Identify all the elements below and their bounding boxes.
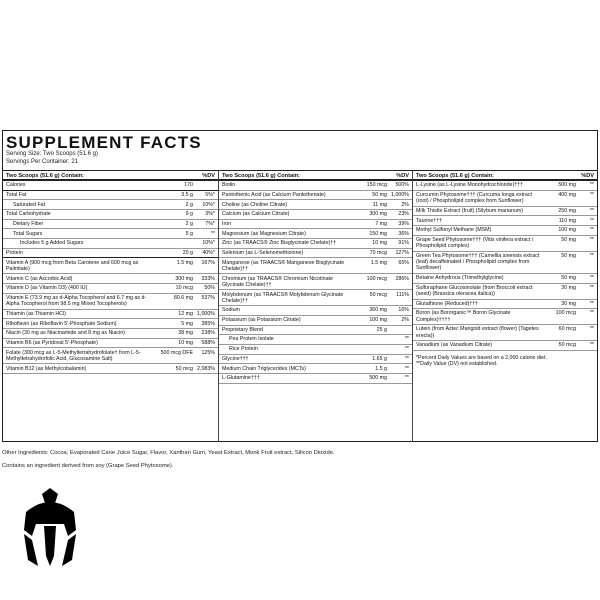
nutrient-amount: 360 mg [369, 307, 387, 314]
nutrient-dv: 23% [398, 211, 409, 218]
facts-row [413, 341, 597, 351]
column-header-dv: %DV [581, 173, 594, 179]
facts-row [219, 181, 412, 191]
nutrient-name: Pantothenic Acid (as Calcium Pantothenate) [222, 191, 326, 198]
facts-rows-2 [219, 181, 412, 384]
facts-row [413, 191, 597, 207]
nutrient-dv: ** [589, 252, 594, 259]
nutrient-dv: ** [404, 355, 409, 362]
footnotes [413, 351, 597, 368]
nutrient-name: Milk Thistle Extract (fruit) (Silybum marianum) [416, 207, 524, 214]
nutrient-amount: 11 mg [372, 201, 387, 208]
facts-row [3, 310, 218, 320]
nutrient-amount: 1.5 mg [370, 259, 387, 266]
nutrient-amount: 250 mg [558, 207, 576, 214]
nutrient-dv: 111% [396, 291, 409, 298]
column-header [413, 171, 597, 181]
nutrient-amount: 100 mcg [555, 310, 576, 317]
facts-row [219, 345, 412, 355]
nutrient-dv: ** [589, 217, 594, 224]
supplement-facts-title: SUPPLEMENT FACTS [6, 133, 202, 152]
nutrient-name: Molybdenum (as TRAACS® Molybdenum Glycinate Chelate)†† [222, 291, 344, 304]
facts-column-1 [3, 171, 219, 442]
column-header-dv: %DV [396, 173, 409, 179]
facts-row [3, 348, 218, 364]
facts-row [3, 239, 218, 249]
nutrient-amount [351, 336, 387, 342]
facts-row [3, 229, 218, 239]
nutrient-dv: 238% [201, 330, 215, 337]
facts-row [413, 252, 597, 274]
facts-rows-1 [3, 181, 218, 374]
nutrient-dv: 2% [401, 201, 409, 208]
facts-row [413, 226, 597, 236]
column-header-label: Two Scoops (51.6 g) Contain: [6, 173, 84, 179]
nutrient-dv: ** [589, 236, 594, 243]
nutrient-dv: ** [589, 182, 594, 189]
facts-row [219, 316, 412, 326]
nutrient-dv: 1,000% [197, 310, 215, 317]
nutrient-name: Proprietary Blend [222, 326, 263, 333]
facts-row [3, 220, 218, 230]
nutrient-name: Riboflavin (as Riboflavin 5'-Phosphate Sodium) [6, 320, 117, 327]
nutrient-dv: 36% [398, 230, 409, 237]
nutrient-dv: ** [589, 310, 594, 317]
nutrient-dv: 10%* [202, 201, 215, 208]
nutrient-dv: 50% [204, 285, 215, 292]
nutrient-name: Biotin [222, 182, 236, 189]
facts-row [219, 249, 412, 259]
nutrient-amount: 9 g [185, 211, 193, 218]
nutrient-dv: 127% [395, 249, 409, 256]
nutrient-amount: 100 mg [558, 227, 576, 234]
nutrient-amount: 30 mg [561, 284, 576, 291]
nutrient-amount: 500 mcg DFE [160, 349, 193, 356]
nutrient-name: Vitamin E (73.9 mg as d-Alpha Tocopherol and 6.7 mg as d-Alpha Tocopherol from 98.5 mg Mixed Tocopherols) [6, 294, 147, 308]
nutrient-amount: 170 [184, 182, 193, 189]
nutrient-name: Zinc (as TRAACS® Zinc Bisglycinate Chelate)†† [222, 240, 337, 247]
nutrient-name: Thiamin (as Thiamin HCl) [6, 310, 66, 317]
nutrient-dv: 39% [398, 220, 409, 227]
nutrient-dv: 16% [398, 307, 409, 314]
nutrient-amount: 50 mcg [558, 342, 576, 349]
facts-row [3, 181, 218, 191]
servings-per-container: Servings Per Container: 21 [6, 158, 79, 165]
nutrient-amount: 30 mg [561, 300, 576, 307]
nutrient-amount: 100 mcg [366, 275, 387, 282]
nutrient-dv: 167% [201, 259, 215, 266]
nutrient-name: Green Tea Phytosome††† (Camellia sinensis extract (leaf) decaffeinated / Phospholipid complex from Sunflower) [416, 252, 540, 272]
nutrient-name: Manganese (as TRAACS® Manganese Bisglycinate Chelate)†† [222, 259, 345, 272]
facts-row [219, 200, 412, 210]
facts-row [3, 258, 218, 274]
nutrient-amount: 80.6 mg [173, 294, 193, 301]
nutrient-amount: 5 mg [181, 320, 193, 327]
facts-row [3, 191, 218, 201]
nutrient-dv: ** [210, 230, 215, 237]
nutrient-dv: ** [589, 284, 594, 291]
nutrient-name: Niacin (30 mg as Niacinamide and 8 mg as Niacin) [6, 330, 125, 337]
nutrient-dv [387, 327, 409, 333]
nutrient-dv: 500% [395, 182, 409, 189]
nutrient-dv: 91% [398, 240, 409, 247]
facts-row [219, 355, 412, 365]
facts-row [219, 306, 412, 316]
nutrient-dv: 40%* [202, 249, 215, 256]
nutrient-name: Vitamin D (as Vitamin D3) (400 IU) [6, 285, 88, 292]
nutrient-name: Rice Protein [229, 346, 258, 353]
nutrient-amount: 300 mg [175, 275, 193, 282]
facts-row [413, 181, 597, 191]
facts-row [413, 236, 597, 252]
nutrient-dv: ** [589, 227, 594, 234]
nutrient-name: Glutathione (Reduced)††† [416, 300, 479, 307]
nutrient-name: Vitamin B12 (as Methylcobalamin) [6, 365, 87, 372]
nutrient-amount: 150 mcg [366, 182, 387, 189]
facts-row [3, 210, 218, 220]
nutrient-name: Vanadium (as Vanadium Citrate) [416, 342, 493, 349]
nutrient-amount: 2 g [185, 220, 193, 227]
column-header [3, 171, 218, 181]
supplement-facts-panel [2, 130, 598, 442]
facts-row [3, 319, 218, 329]
nutrient-dv: 65% [398, 259, 409, 266]
facts-row [219, 374, 412, 384]
allergen-statement: Contains an ingredient derived from soy (Grape Seed Phytosome). [2, 463, 174, 469]
nutrient-amount: 50 mg [561, 252, 576, 259]
serving-info [6, 151, 98, 166]
nutrient-name: Calcium (as Calcium Citrate) [222, 211, 290, 218]
nutrient-amount: 400 mg [558, 191, 576, 198]
facts-row [219, 335, 412, 345]
nutrient-amount: 70 mcg [369, 249, 387, 256]
facts-row [219, 229, 412, 239]
nutrient-dv: ** [589, 275, 594, 282]
nutrient-name: Protein [6, 249, 23, 256]
footnote-dv-not-established: **Daily Value (DV) not established. [416, 361, 498, 368]
nutrient-dv: ** [404, 365, 409, 372]
nutrient-name: Dietary Fiber [13, 220, 44, 227]
nutrient-dv: ** [404, 375, 409, 382]
facts-row [219, 191, 412, 201]
facts-row [413, 309, 597, 325]
nutrient-dv: 7%* [205, 220, 215, 227]
nutrient-amount: 10 mcg [175, 285, 193, 292]
facts-column-3 [413, 171, 597, 442]
nutrient-dv: 5%* [205, 191, 215, 198]
nutrient-amount: 50 mg [372, 191, 387, 198]
footnote-percent-dv: *Percent Daily Values are based on a 2,000 calorie diet. [416, 354, 547, 361]
nutrient-amount: 12 mg [178, 310, 193, 317]
nutrient-name: Betaine Anhydrous (Trimethylglycine) [416, 275, 504, 282]
nutrient-dv: ** [589, 326, 594, 333]
column-header-label: Two Scoops (51.6 g) Contain: [416, 173, 494, 179]
nutrient-name: L-Glutamine††† [222, 375, 260, 382]
column-header [219, 171, 412, 181]
nutrient-dv: 333% [201, 275, 215, 282]
nutrient-amount: 1.65 g [372, 355, 387, 362]
nutrient-name: Sulforaphane Glucosinolate (from Broccoli extract (seed) (Brassica oleracea italica)) [416, 284, 533, 298]
nutrient-amount: 300 mg [369, 211, 387, 218]
nutrient-amount: 500 mg [369, 375, 387, 382]
facts-row [219, 210, 412, 220]
nutrient-amount: 110 mg [558, 217, 576, 224]
nutrient-name: Chromium (as TRAACS® Chromium Nicotinate Glycinate Chelate)†† [222, 275, 333, 288]
nutrient-name: Boron (as Bororganic™ Boron Glycinate Complex)†††† [416, 310, 511, 323]
nutrient-name: Sodium [222, 307, 240, 314]
nutrient-dv: 3%* [205, 211, 215, 218]
facts-row [3, 364, 218, 374]
nutrient-amount: 100 mg [369, 317, 387, 324]
nutrient-name: Total Sugars [13, 230, 43, 237]
column-header-dv: %DV [202, 173, 215, 179]
nutrient-name: Saturated Fat [13, 201, 46, 208]
nutrient-name: Vitamin B6 (as Pyridoxal 5'-Phosphate) [6, 339, 98, 346]
facts-row [3, 339, 218, 349]
nutrient-name: Pea Protein Isolate [229, 336, 274, 343]
nutrient-dv: 10%* [202, 240, 215, 247]
facts-row [413, 325, 597, 341]
nutrient-name: Lutein (from Aztec Marigold extract (flower) (Tagetes erecta)) [416, 326, 539, 339]
facts-row [413, 274, 597, 284]
nutrient-amount: 50 mcg [369, 291, 387, 298]
nutrient-name: Folate (300 mcg as L-5-Methyltetrahydrofolate† from L-5-Methyltetrahydrofolic Acid, Glucosamine Salt) [6, 349, 141, 362]
nutrient-dv: ** [589, 191, 594, 198]
nutrient-name: Choline (as Choline Citrate) [222, 201, 288, 208]
nutrient-name: Curcumin Phytosome††† (Curcuma longa extract (root) / Phospholipid complex from Sunflower) [416, 191, 532, 205]
facts-row [413, 216, 597, 226]
facts-row [219, 274, 412, 290]
facts-row [3, 274, 218, 284]
facts-row [413, 207, 597, 217]
nutrient-name: Glycine††† [222, 355, 249, 362]
nutrient-dv: ** [589, 342, 594, 349]
nutrient-name: Magnesium (as Magnesium Citrate) [222, 230, 306, 237]
facts-rows-3 [413, 181, 597, 351]
facts-row [413, 284, 597, 300]
facts-row [3, 329, 218, 339]
facts-row [219, 326, 412, 336]
nutrient-dv: 286% [395, 275, 409, 282]
nutrient-amount: 10 mg [178, 339, 193, 346]
nutrient-amount: 10 mg [372, 240, 387, 247]
nutrient-amount: 1.5 mg [176, 259, 193, 266]
nutrient-name: Grape Seed Phytosome††† (Vitis vinifera extract / Phospholipid complex) [416, 236, 534, 250]
facts-row [413, 300, 597, 310]
nutrient-amount: 25 g [376, 326, 387, 333]
nutrient-name: Vitamin C (as Ascorbic Acid) [6, 275, 73, 282]
nutrient-name: Total Fat [6, 191, 27, 198]
nutrient-dv: 537% [201, 294, 215, 301]
nutrient-amount: 7 mg [375, 220, 387, 227]
nutrient-name: Total Carbohydrate [6, 211, 51, 218]
facts-row [3, 249, 218, 259]
nutrient-amount: 60 mcg [558, 326, 576, 333]
serving-size: Serving Size: Two Scoops (51.6 g) [6, 151, 98, 157]
nutrient-amount: 50 mcg [175, 365, 193, 372]
facts-row [3, 200, 218, 210]
nutrient-dv: ** [589, 207, 594, 214]
nutrient-name: Iron [222, 220, 232, 227]
nutrient-amount [351, 346, 387, 352]
facts-row [219, 290, 412, 306]
nutrient-dv: 125% [201, 349, 215, 356]
nutrient-amount: 20 g [182, 249, 193, 256]
facts-row [3, 294, 218, 310]
nutrient-amount [149, 240, 193, 246]
nutrient-dv: ** [404, 336, 409, 343]
nutrient-name: Potassium (as Potassium Citrate) [222, 317, 301, 324]
nutrient-name: Vitamin A (900 mcg from Beta Carotene and 600 mcg as Palmitate) [6, 259, 139, 272]
facts-column-2 [219, 171, 413, 442]
nutrient-amount: 5 g [185, 230, 193, 237]
nutrient-amount: 50 mg [561, 236, 576, 243]
nutrient-dv: 2,083% [197, 365, 215, 372]
nutrient-amount: 1.5 g [375, 365, 387, 372]
nutrient-dv: 2% [401, 317, 409, 324]
other-ingredients: Other Ingredients: Cocoa, Evaporated Cane Juice Sugar, Flavor, Xanthan Gum, Yeast Extract, Monk Fruit extract, Silicon Dioxide. [2, 450, 335, 456]
nutrient-name: Taurine††† [416, 217, 443, 224]
facts-row [219, 258, 412, 274]
nutrient-dv: 385% [201, 320, 215, 327]
nutrient-amount: 150 mg [369, 230, 387, 237]
nutrient-name: Selenium (as L-Selenomethionine) [222, 249, 304, 256]
nutrient-dv: 1,000% [391, 191, 409, 198]
facts-row [219, 220, 412, 230]
nutrient-dv: 588% [201, 339, 215, 346]
nutrient-name: Calories [6, 182, 26, 189]
nutrient-amount: 38 mg [178, 330, 193, 337]
nutrient-name: L-Lysine (as L-Lysine Monohydrochloride)††† [416, 182, 524, 189]
facts-row [219, 239, 412, 249]
nutrient-name: Includes 5 g Added Sugars [20, 240, 84, 247]
nutrient-dv [193, 182, 215, 188]
nutrient-amount: 500 mg [558, 182, 576, 189]
nutrient-amount: 3.5 g [181, 191, 193, 198]
facts-columns [3, 170, 597, 441]
nutrient-amount: 2 g [185, 201, 193, 208]
column-header-label: Two Scoops (51.6 g) Contain: [222, 173, 300, 179]
facts-row [3, 284, 218, 294]
facts-row [219, 364, 412, 374]
nutrient-dv: ** [589, 300, 594, 307]
nutrient-name: Medium Chain Triglycerides (MCTs) [222, 365, 306, 372]
nutrient-amount: 50 mg [561, 275, 576, 282]
nutrient-dv: ** [404, 346, 409, 353]
spartan-helmet-icon [18, 486, 82, 570]
nutrient-name: Methyl Sulfonyl Methane (MSM) [416, 227, 492, 234]
